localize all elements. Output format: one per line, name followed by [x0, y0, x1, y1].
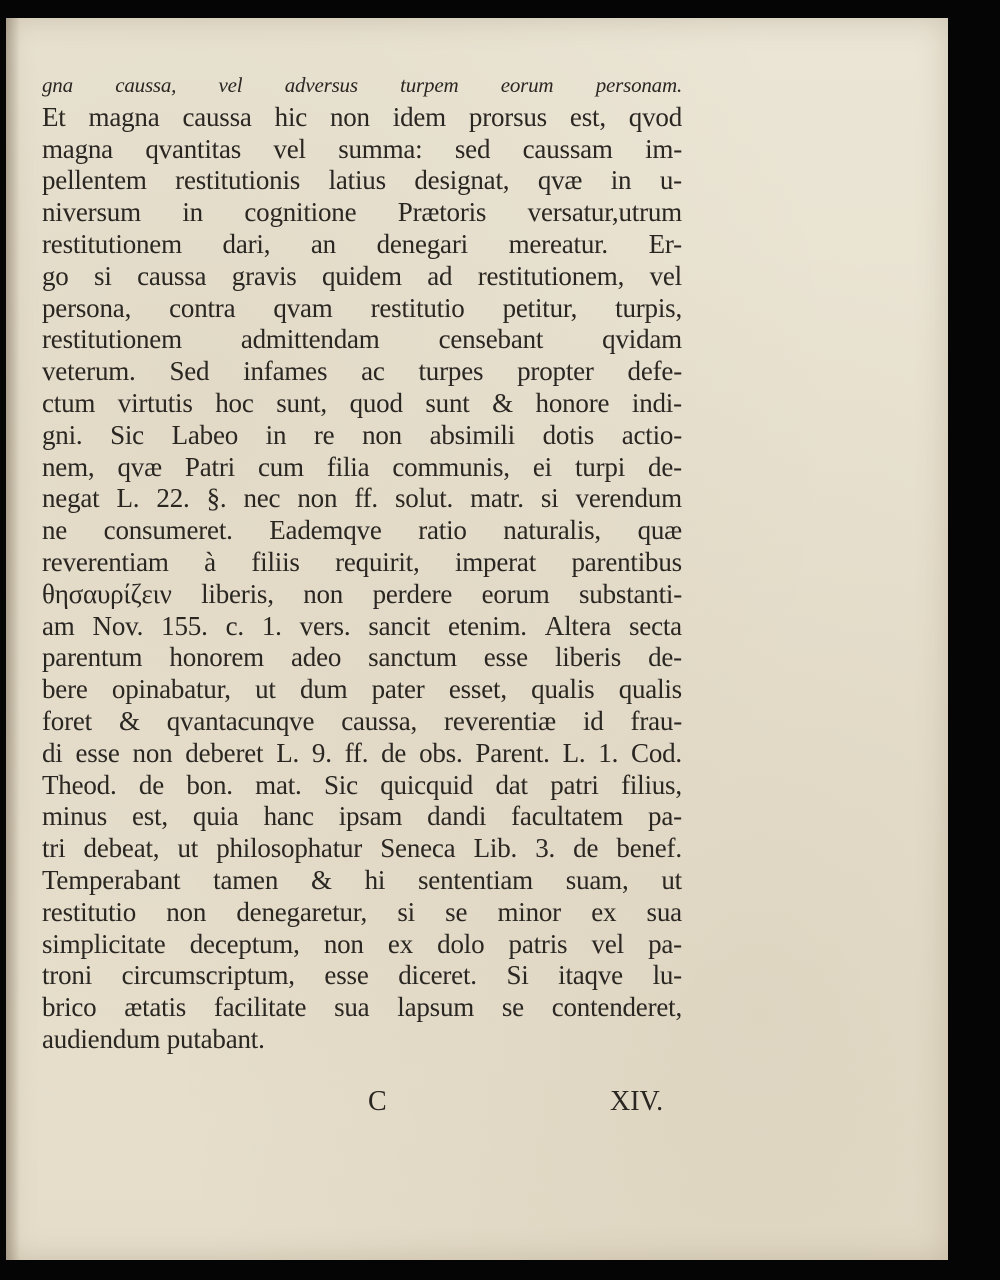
text-line: pellentem restitutionis latius designat, qvæ in u- — [42, 165, 682, 196]
text-line: θησαυρίζειν liberis, non perdere eorum substanti- — [42, 578, 682, 609]
text-line: parentum honorem adeo sanctum esse liberis de- — [42, 642, 682, 673]
text-line: foret & qvantacunqve caussa, reverentiæ id frau- — [42, 705, 682, 736]
text-line: audiendum putabant. — [42, 1023, 265, 1054]
text-line: veterum. Sed infames ac turpes propter defe- — [42, 356, 682, 387]
text-line: persona, contra qvam restitutio petitur, turpis, — [42, 292, 682, 323]
text-line: ne consumeret. Eademqve ratio naturalis, quæ — [42, 515, 682, 546]
text-line: restitutionem admittendam censebant qvidam — [42, 324, 682, 355]
page-gutter — [6, 18, 20, 1260]
text-line: go si caussa gravis quidem ad restitutionem, vel — [42, 260, 682, 291]
text-line: negat L. 22. §. nec non ff. solut. matr. si verendum — [42, 483, 682, 514]
text-line: am Nov. 155. c. 1. vers. sancit etenim. Altera secta — [42, 610, 682, 641]
text-line: Theod. de bon. mat. Sic quicquid dat patri filius, — [42, 769, 682, 800]
text-line: troni circumscriptum, esse diceret. Si itaqve lu- — [42, 960, 682, 991]
text-line: tri debeat, ut philosophatur Seneca Lib. 3. de benef. — [42, 833, 682, 864]
text-line: gna caussa, vel adversus turpem eorum personam. — [42, 73, 682, 97]
text-line: Et magna caussa hic non idem prorsus est, qvod — [42, 101, 682, 132]
text-line: reverentiam à filiis requirit, imperat parentibus — [42, 546, 682, 577]
text-line: bere opinabatur, ut dum pater esset, qualis qualis — [42, 674, 682, 705]
text-line: niversum in cognitione Prætoris versatur,utrum — [42, 197, 682, 228]
text-line: Temperabant tamen & hi sententiam suam, ut — [42, 864, 682, 895]
text-line: minus est, quia hanc ipsam dandi facultatem pa- — [42, 801, 682, 832]
text-line: restitutio non denegaretur, si se minor ex sua — [42, 896, 682, 927]
text-line: ctum virtutis hoc sunt, quod sunt & honore indi- — [42, 387, 682, 418]
text-line: di esse non deberet L. 9. ff. de obs. Parent. L. 1. Cod. — [42, 737, 682, 768]
text-line: nem, qvæ Patri cum filia communis, ei turpi de- — [42, 451, 682, 482]
text-line: gni. Sic Labeo in re non absimili dotis actio- — [42, 419, 682, 450]
text-line: simplicitate deceptum, non ex dolo patris vel pa- — [42, 928, 682, 959]
text-line: magna qvantitas vel summa: sed caussam im- — [42, 133, 682, 164]
signature-mark: C — [368, 1086, 387, 1117]
catchword: XIV. — [610, 1086, 664, 1117]
body-text — [42, 70, 682, 1056]
text-line: restitutionem dari, an denegari mereatur. Er- — [42, 228, 682, 259]
text-line: brico ætatis facilitate sua lapsum se contenderet, — [42, 992, 682, 1023]
book-page — [6, 18, 948, 1260]
